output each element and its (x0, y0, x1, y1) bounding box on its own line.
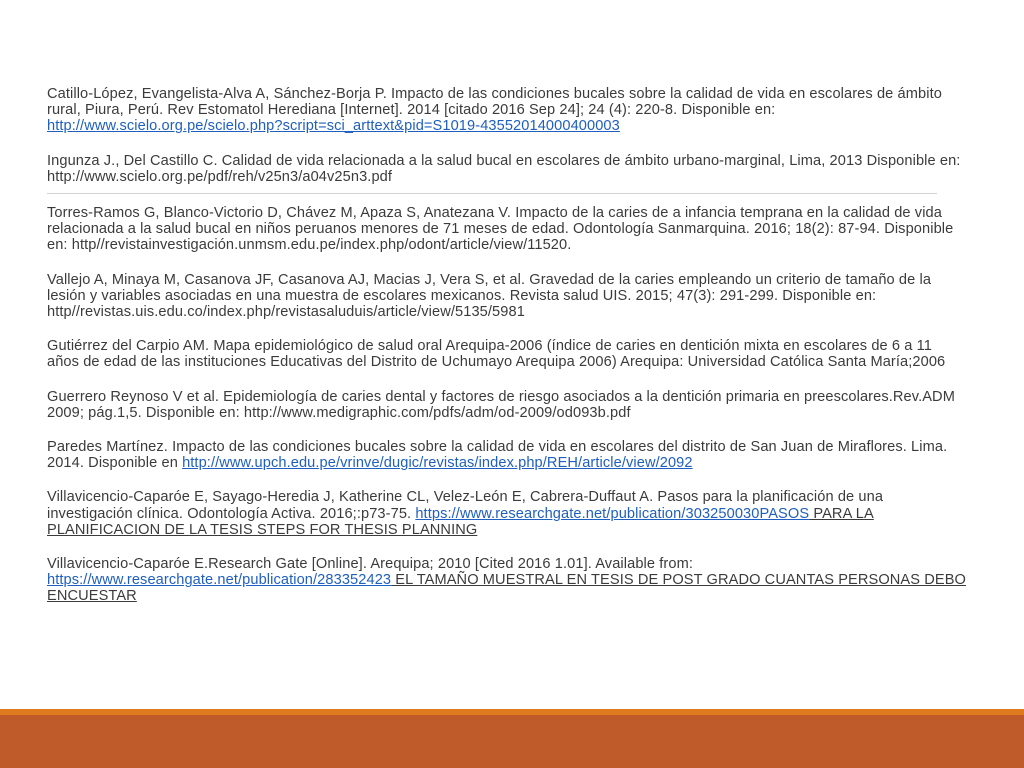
reference-item (47, 389, 967, 421)
reference-item (47, 338, 967, 370)
reference-text: Catillo-López, Evangelista-Alva A, Sánchez-Borja P. Impacto de las condiciones bucales sobre la calidad de vida en escolares de ámbito rural, Piura, Perú. Rev Estomatol Herediana [Internet]. 2014 [citado 2016 Sep 24]; 24 (4): 220-8. Disponible en: (47, 86, 942, 119)
reference-item (47, 272, 967, 321)
reference-list (47, 86, 967, 623)
footer-bar (0, 715, 1024, 768)
reference-text: Vallejo A, Minaya M, Casanova JF, Casanova AJ, Macias J, Vera S, et al. Gravedad de la caries empleando un criterio de tamaño de la lesión y variables asociadas en una muestra de escolares mexicanos. Revista salud UIS. 2015; 47(3): 291-299. Disponible en: http//revistas.uis.edu.co/index.php/revistasaluduis/article/view/5135/5981 (47, 271, 932, 321)
reference-after: PARA LA PLANIFICACION DE LA TESIS STEPS FOR THESIS PLANNING (47, 505, 874, 538)
reference-text: Torres-Ramos G, Blanco-Victorio D, Chávez M, Apaza S, Anatezana V. Impacto de la caries de a infancia temprana en la calidad de vida relacionada a la salud bucal en niños peruanos menores de 71 meses de edad. Odontología Sanmarquina. 2016; 18(2): 87-94. Disponible en: http//revistainvestigación.unmsm.edu.pe/index.php/odont/article/view/11520. (47, 205, 954, 254)
reference-item (47, 86, 967, 135)
reference-item (47, 205, 967, 254)
reference-text: Gutiérrez del Carpio AM. Mapa epidemiológico de salud oral Arequipa-2006 (índice de caries en dentición mixta en escolares de 6 a 11 años de edad de las instituciones Educativas del Distrito de Uchumayo Arequipa 2006) Arequipa: Universidad Católica Santa María;2006 (47, 338, 946, 371)
reference-item (47, 489, 967, 538)
reference-text: Villavicencio-Caparóe E.Research Gate [Online]. Arequipa; 2010 [Cited 2016 1.01]. Available from: (47, 556, 693, 573)
reference-item (47, 439, 967, 471)
reference-text: Guerrero Reynoso V et al. Epidemiología de caries dental y factores de riesgo asociados a la dentición primaria en preescolares.Rev.ADM 2009; pág.1,5. Disponible en: http://www.medigraphic.com/pdfs/adm/od-2009/od093b.pdf (47, 388, 955, 421)
reference-item (47, 153, 967, 185)
reference-after: EL TAMAÑO MUESTRAL EN TESIS DE POST GRADO CUANTAS PERSONAS DEBO ENCUESTAR (47, 572, 967, 605)
reference-text: Villavicencio-Caparóe E, Sayago-Heredia J, Katherine CL, Velez-León E, Cabrera-Duffaut A. Pasos para la planificación de una investigación clínica. Odontología Activa. 2016;:p73-75. (47, 489, 884, 522)
reference-link[interactable]: http://www.scielo.org.pe/scielo.php?script=sci_arttext&pid=S1019-43552014000400003 (47, 118, 620, 135)
reference-link[interactable]: http://www.upch.edu.pe/vrinve/dugic/revistas/index.php/REH/article/view/2092 (182, 455, 693, 472)
separator-line (47, 193, 937, 194)
reference-link[interactable]: https://www.researchgate.net/publication/303250030PASOS (415, 505, 810, 522)
reference-text: Paredes Martínez. Impacto de las condiciones bucales sobre la calidad de vida en escolares del distrito de San Juan de Miraflores. Lima. 2014. Disponible en (47, 439, 948, 472)
reference-text: Ingunza J., Del Castillo C. Calidad de vida relacionada a la salud bucal en escolares de ámbito urbano-marginal, Lima, 2013 Disponible en: http://www.scielo.org.pe/pdf/reh/v25n3/a04v25n3.pdf (47, 152, 961, 185)
reference-item (47, 556, 967, 605)
reference-link[interactable]: https://www.researchgate.net/publication/283352423 (47, 572, 392, 589)
